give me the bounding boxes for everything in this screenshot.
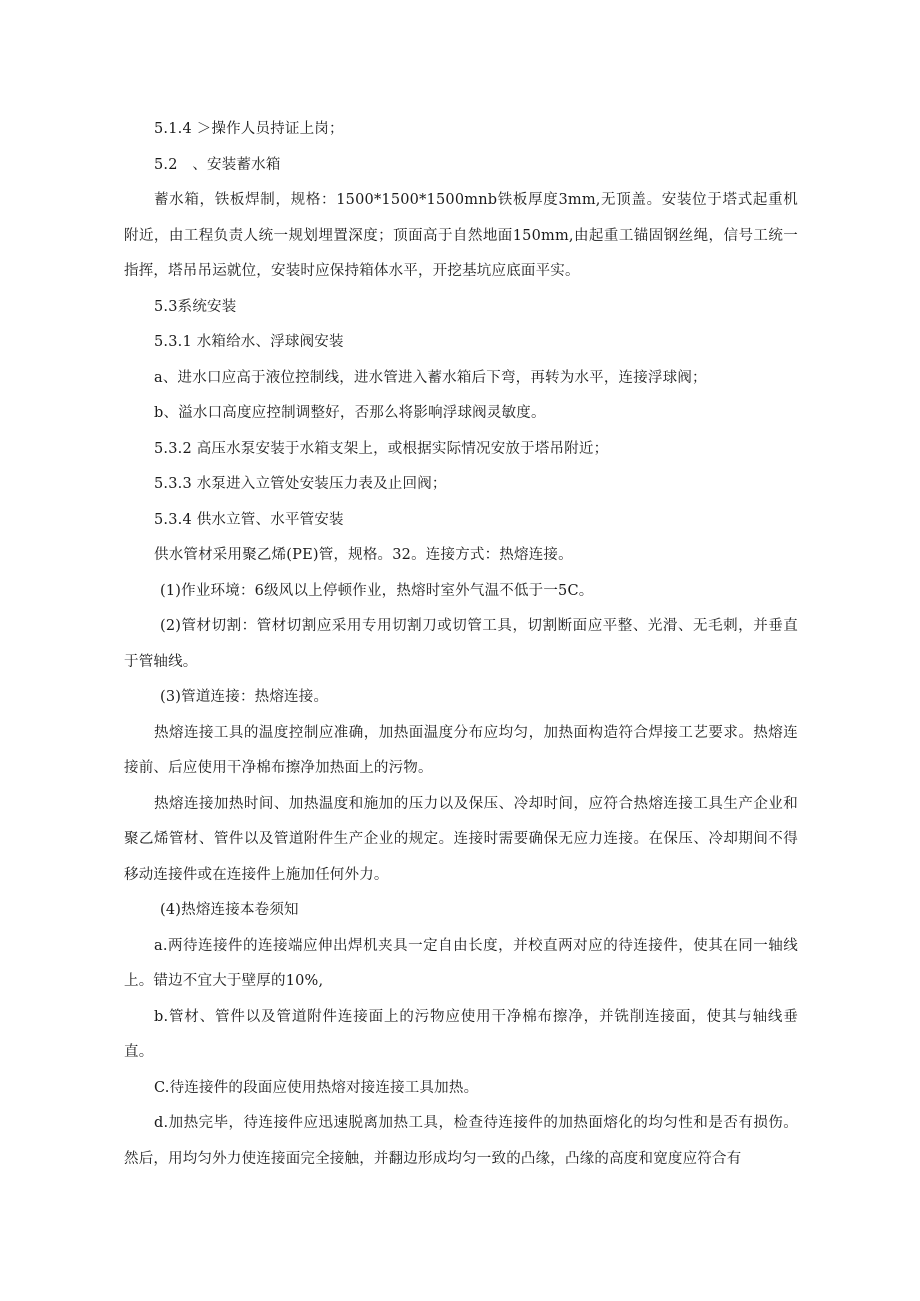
paragraph-fusion-parameters: 热熔连接加热时间、加热温度和施加的压力以及保压、冷却时间，应符合热熔连接工具生产企业和聚乙烯管材、管件以及管道附件生产企业的规定。连接时需要确保无应力连接。在保压、冷却期间不得移动连接件或在连接件上施加任何外力。: [124, 795, 798, 883]
paragraph-5-1-4: 5.1.4 ＞操作人员持证上岗；: [154, 121, 344, 137]
heading-5-2: 5.2 、安装蓄水箱: [154, 156, 281, 173]
paragraph-5-3-2: 5.3.2 高压水泵安装于水箱支架上，或根据实际情况安放于塔吊附近；: [154, 440, 609, 457]
paragraph-fusion-tool: 热熔连接工具的温度控制应准确，加热面温度分布应均匀，加热面构造符合焊接工艺要求。热熔连接前、后应使用干净棉布擦净加热面上的污物。: [124, 724, 798, 776]
paragraph-pipe-material: 供水管材采用聚乙烯(PE)管，规格。32。连接方式：热熔连接。: [154, 547, 573, 563]
paragraph-note-a: a.两待连接件的连接端应伸出焊机夹具一定自由长度，并校直两对应的待连接件，使其在同一轴线上。错边不宜大于壁厚的10%,: [124, 937, 798, 989]
heading-5-3-1: 5.3.1 水箱给水、浮球阀安装: [154, 334, 344, 350]
paragraph-note-b: b.管材、管件以及管道附件连接面上的污物应使用干净棉布擦净，并铣削连接面，使其与轴线垂直。: [124, 1008, 798, 1060]
paragraph-item-2-cutting: (2)管材切割：管材切割应采用专用切割刀或切管工具，切割断面应平整、光滑、无毛刺，并垂直于管轴线。: [124, 618, 798, 670]
paragraph-item-3-connection: (3)管道连接：热熔连接。: [160, 689, 329, 705]
paragraph-water-tank: 蓄水箱，铁板焊制，规格：1500*1500*1500mnb铁板厚度3mm,无顶盖。安装位于塔式起重机附近，由工程负责人统一规划埋置深度；顶面高于自然地面150mm,由起重工锚固钢丝绳，信号工统一指挥，塔吊吊运就位，安装时应保持箱体水平，开挖基坑应底面平实。: [124, 192, 798, 279]
paragraph-item-a-inlet: a、进水口应高于液位控制线，进水管进入蓄水箱后下弯，再转为水平，连接浮球阀；: [154, 369, 707, 386]
paragraph-note-c: C.待连接件的段面应使用热熔对接连接工具加热。: [154, 1079, 479, 1096]
paragraph-note-d: d.加热完毕，待连接件应迅速脱离加热工具，检查待连接件的加热面熔化的均匀性和是否有损伤。然后，用均匀外力使连接面完全接触，并翻边形成均匀一致的凸缘，凸缘的高度和宽度应符合有: [124, 1115, 798, 1167]
paragraph-item-b-overflow: b、溢水口高度应控制调整好，否那么将影响浮球阀灵敏度。: [154, 405, 546, 421]
document-body: [124, 112, 798, 1177]
heading-5-3: 5.3系统安装: [154, 298, 237, 315]
heading-item-4-notes: (4)热熔连接本卷须知: [160, 902, 299, 918]
paragraph-item-1-environment: (1)作业环境：6级风以上停顿作业，热熔时室外气温不低于一5C。: [160, 582, 594, 599]
paragraph-5-3-3: 5.3.3 水泵进入立管处安装压力表及止回阀；: [154, 476, 447, 492]
heading-5-3-4: 5.3.4 供水立管、水平管安装: [154, 511, 344, 528]
